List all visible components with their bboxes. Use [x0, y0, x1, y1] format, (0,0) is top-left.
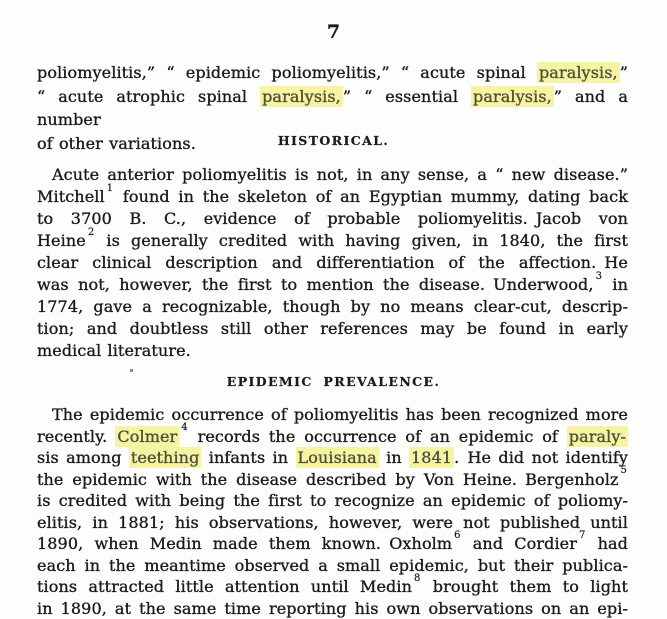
text-segment: was not, however, the first to mention the disease. Underwood,	[37, 275, 594, 294]
text-line	[37, 598, 628, 619]
text-segment: ”	[620, 63, 628, 82]
text-segment: ” “ essential	[343, 87, 471, 106]
text-line	[37, 230, 628, 252]
footnote-reference: 1	[107, 183, 113, 194]
text-segment: 1890, when Medin made them known. Oxholm	[37, 534, 452, 553]
text-line	[37, 426, 628, 448]
text-segment: tions attracted little attention until Medin	[37, 577, 412, 596]
highlighted-text: paralysis,	[537, 62, 620, 83]
highlighted-text: teething	[129, 447, 202, 468]
text-segment: . He did not identify	[454, 448, 628, 467]
text-segment: sis among	[37, 448, 129, 467]
text-segment: to 3700 B. C., evidence of probable poliomyelitis. Jacob von	[37, 209, 628, 228]
text-segment: 1774, gave a recognizable, though by no means clear-cut, descrip-	[37, 297, 628, 316]
footnote-reference: 2	[88, 227, 94, 238]
text-segment: recently.	[37, 427, 115, 446]
text-line	[37, 318, 628, 340]
text-segment: and Cordier	[462, 534, 577, 553]
text-segment: “ acute atrophic spinal	[37, 87, 260, 106]
paragraph	[37, 164, 628, 362]
text-segment: ” and a number	[37, 87, 628, 130]
text-segment: clear clinical description and differentiation of the affection. He	[37, 253, 628, 272]
text-line	[37, 61, 628, 85]
text-segment: in	[603, 275, 628, 294]
text-line	[37, 404, 628, 426]
highlighted-text: paralysis,	[260, 86, 343, 107]
text-line	[37, 186, 628, 208]
text-segment: in 1890, at the same time reporting his own observations on an epi-	[37, 599, 628, 618]
highlighted-text: paraly-	[567, 426, 628, 447]
text-segment: medical literature.	[37, 341, 191, 360]
text-line	[37, 164, 628, 186]
text-line	[37, 469, 628, 491]
text-segment: had	[586, 534, 628, 553]
text-line	[37, 576, 628, 598]
text-line	[37, 533, 628, 555]
text-line	[37, 85, 628, 132]
text-line	[37, 555, 628, 577]
page-number: 7	[0, 21, 667, 43]
paragraph	[37, 404, 628, 619]
text-segment: brought them to light	[421, 577, 628, 596]
text-segment: is generally credited with having given, in 1840, the first	[95, 231, 628, 250]
footnote-reference: 4	[181, 422, 187, 433]
footnote-reference: 3	[596, 271, 602, 282]
text-segment: records the occurrence of an epidemic of	[189, 427, 567, 446]
text-line	[37, 132, 628, 156]
section-heading-historical: HISTORICAL.	[0, 133, 667, 148]
text-segment: elitis, in 1881; his observations, however, were not published until	[37, 513, 628, 532]
text-segment: of other variations.	[37, 134, 196, 153]
highlighted-text: Colmer	[115, 426, 179, 447]
highlighted-text: Louisiana	[296, 447, 379, 468]
text-line	[37, 208, 628, 230]
footnote-reference: 8	[414, 573, 420, 584]
text-line	[37, 274, 628, 296]
highlighted-text: paralysis,	[471, 86, 554, 107]
text-segment: The epidemic occurrence of poliomyelitis has been recognized more	[52, 405, 628, 424]
text-segment: Heine	[37, 231, 86, 250]
text-segment: poliomyelitis,” “ epidemic poliomyelitis,” “ acute spinal	[37, 63, 537, 82]
section-heading-epidemic-prevalence: EPIDEMIC PREVALENCE.	[0, 374, 667, 389]
footnote-reference: 7	[579, 530, 585, 541]
text-line	[37, 512, 628, 534]
highlighted-text: 1841	[409, 447, 454, 468]
text-line	[37, 296, 628, 318]
text-line	[37, 490, 628, 512]
text-line	[37, 340, 628, 362]
footnote-reference: 5	[621, 465, 627, 476]
text-segment: the epidemic with the disease described by Von Heine. Bergenholz	[37, 470, 619, 489]
text-segment: tion; and doubtless still other references may be found in early	[37, 319, 628, 338]
text-segment: is credited with being the first to recognize an epidemic of poliomy-	[37, 491, 628, 510]
text-line	[37, 252, 628, 274]
text-segment: found in the skeleton of an Egyptian mummy, dating back	[114, 187, 628, 206]
paragraph	[37, 61, 628, 155]
text-segment: Acute anterior poliomyelitis is not, in any sense, a “ new disease.”	[52, 165, 628, 184]
footnote-reference: 6	[454, 530, 460, 541]
text-segment: in	[379, 448, 409, 467]
text-segment: Mitchell	[37, 187, 105, 206]
text-segment: each in the meantime observed a small epidemic, but their publica-	[37, 556, 628, 575]
scan-artifact-dot	[130, 369, 133, 372]
text-line	[37, 447, 628, 469]
text-segment: infants in	[201, 448, 295, 467]
